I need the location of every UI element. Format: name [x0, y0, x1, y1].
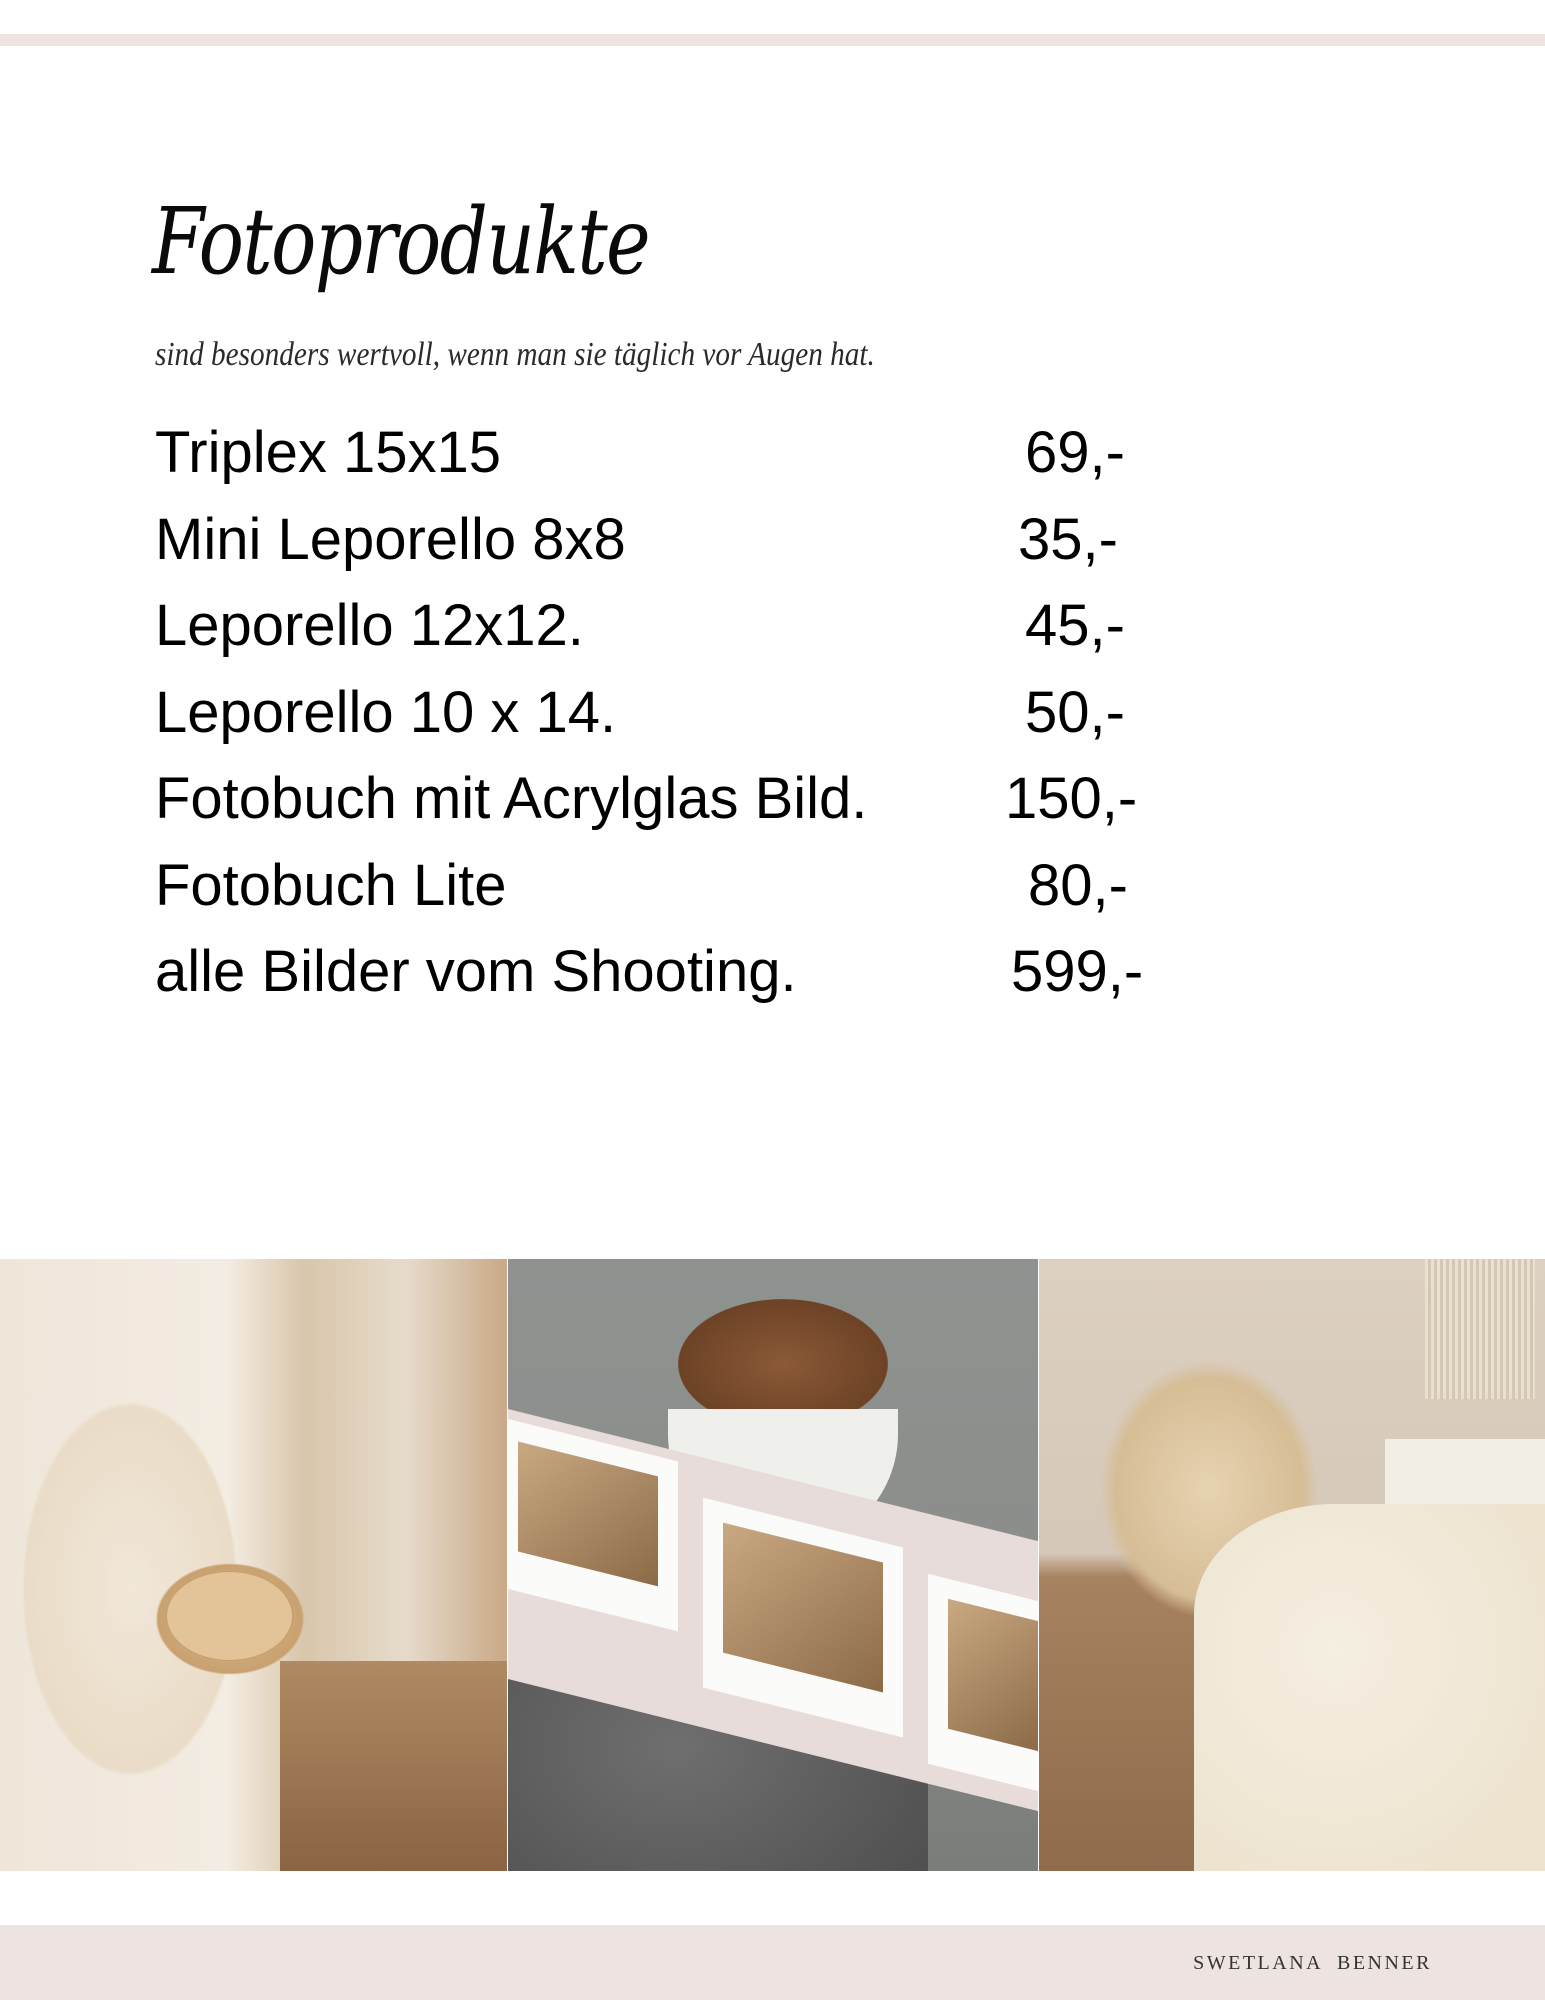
price-row: [155, 851, 1155, 938]
product-price: 50,-: [1025, 679, 1125, 745]
product-price: 599,-: [1011, 939, 1144, 1004]
footer-band: [0, 1925, 1545, 2000]
product-price: 45,-: [1025, 593, 1125, 658]
photo-dress: [1194, 1504, 1545, 1871]
product-name: Triplex 15x15: [155, 420, 502, 485]
photo-maternity-bedroom: [1039, 1259, 1545, 1871]
photo-strip: [0, 1259, 1545, 1871]
price-row: [155, 937, 1155, 1024]
page-subtitle: sind besonders wertvoll, wenn man sie täglich vor Augen hat.: [155, 336, 875, 373]
photo-floor: [280, 1661, 507, 1871]
price-row: [155, 764, 1155, 851]
photo-leporello-album: [508, 1259, 1038, 1871]
product-price: 80,-: [1028, 852, 1128, 918]
product-price: 35,-: [1018, 506, 1118, 572]
price-row: [155, 505, 1155, 592]
page-title: Fotoprodukte: [152, 188, 650, 295]
product-price: 69,-: [1025, 420, 1125, 485]
product-name: Leporello 12x12.: [155, 593, 584, 658]
price-row: [155, 418, 1155, 505]
product-name: Leporello 10 x 14.: [155, 679, 617, 745]
top-decorative-band: [0, 34, 1545, 46]
product-name: Fotobuch mit Acrylglas Bild.: [155, 766, 868, 831]
album-picture: [948, 1599, 1038, 1751]
footer-brand: SWETLANA BENNER: [1193, 1952, 1432, 1974]
price-row: [155, 678, 1155, 765]
product-name: alle Bilder vom Shooting.: [155, 939, 797, 1004]
price-list: [155, 418, 1155, 1024]
price-row: [155, 591, 1155, 678]
photo-pregnancy-plaque: [0, 1259, 507, 1871]
product-name: Mini Leporello 8x8: [155, 506, 626, 572]
wooden-plaque: [166, 1571, 293, 1661]
product-price: 150,-: [1005, 766, 1138, 831]
product-name: Fotobuch Lite: [155, 852, 507, 918]
photo-macrame: [1425, 1259, 1535, 1399]
